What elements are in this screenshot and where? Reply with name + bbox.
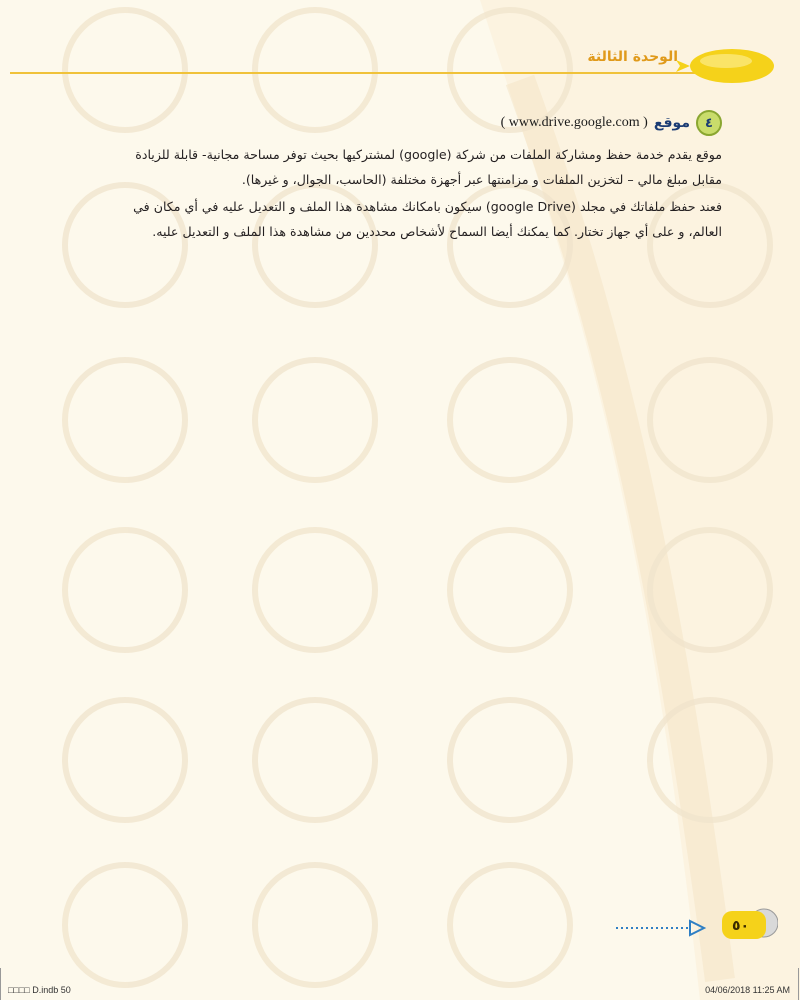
crop-mark xyxy=(798,968,799,1000)
section-number: ٤ xyxy=(696,110,722,136)
section-heading-label: موقع xyxy=(653,115,690,131)
page-number: ٥٠ xyxy=(732,918,750,934)
crop-mark xyxy=(0,968,1,1000)
print-slug-file: □□□□ D.indb 50 xyxy=(8,985,71,995)
unit-badge-icon xyxy=(676,46,776,86)
header-rule xyxy=(10,72,700,74)
unit-title: الوحدة الثالثة xyxy=(587,49,678,65)
section-heading xyxy=(112,110,722,136)
site-url: ( www.drive.google.com ) xyxy=(500,115,648,130)
paragraph-2: فعند حفظ ملفاتك في مجلد (google Drive) سيكون بامكانك مشاهدة هذا الملف و التعديل عليه في أي مكان في العالم، و على أي جهاز تختار. كما يمكنك أيضا السماح لأشخاص محددين من مشاهدة هذا الملف و التعديل عليه. xyxy=(133,199,722,239)
print-slug-timestamp: 04/06/2018 11:25 AM xyxy=(705,985,790,995)
section-drive xyxy=(112,110,722,244)
paragraph-1: موقع يقدم خدمة حفظ ومشاركة الملفات من شركة (google) لمشتركيها بحيث توفر مساحة مجانية- قابلة للزيادة مقابل مبلغ مالي – لتخزين الملفات و مزامنتها عبر أجهزة مختلفة (الحاسب، الجوال، و غيرها). xyxy=(135,147,722,187)
dotted-arrow-icon xyxy=(614,918,714,938)
